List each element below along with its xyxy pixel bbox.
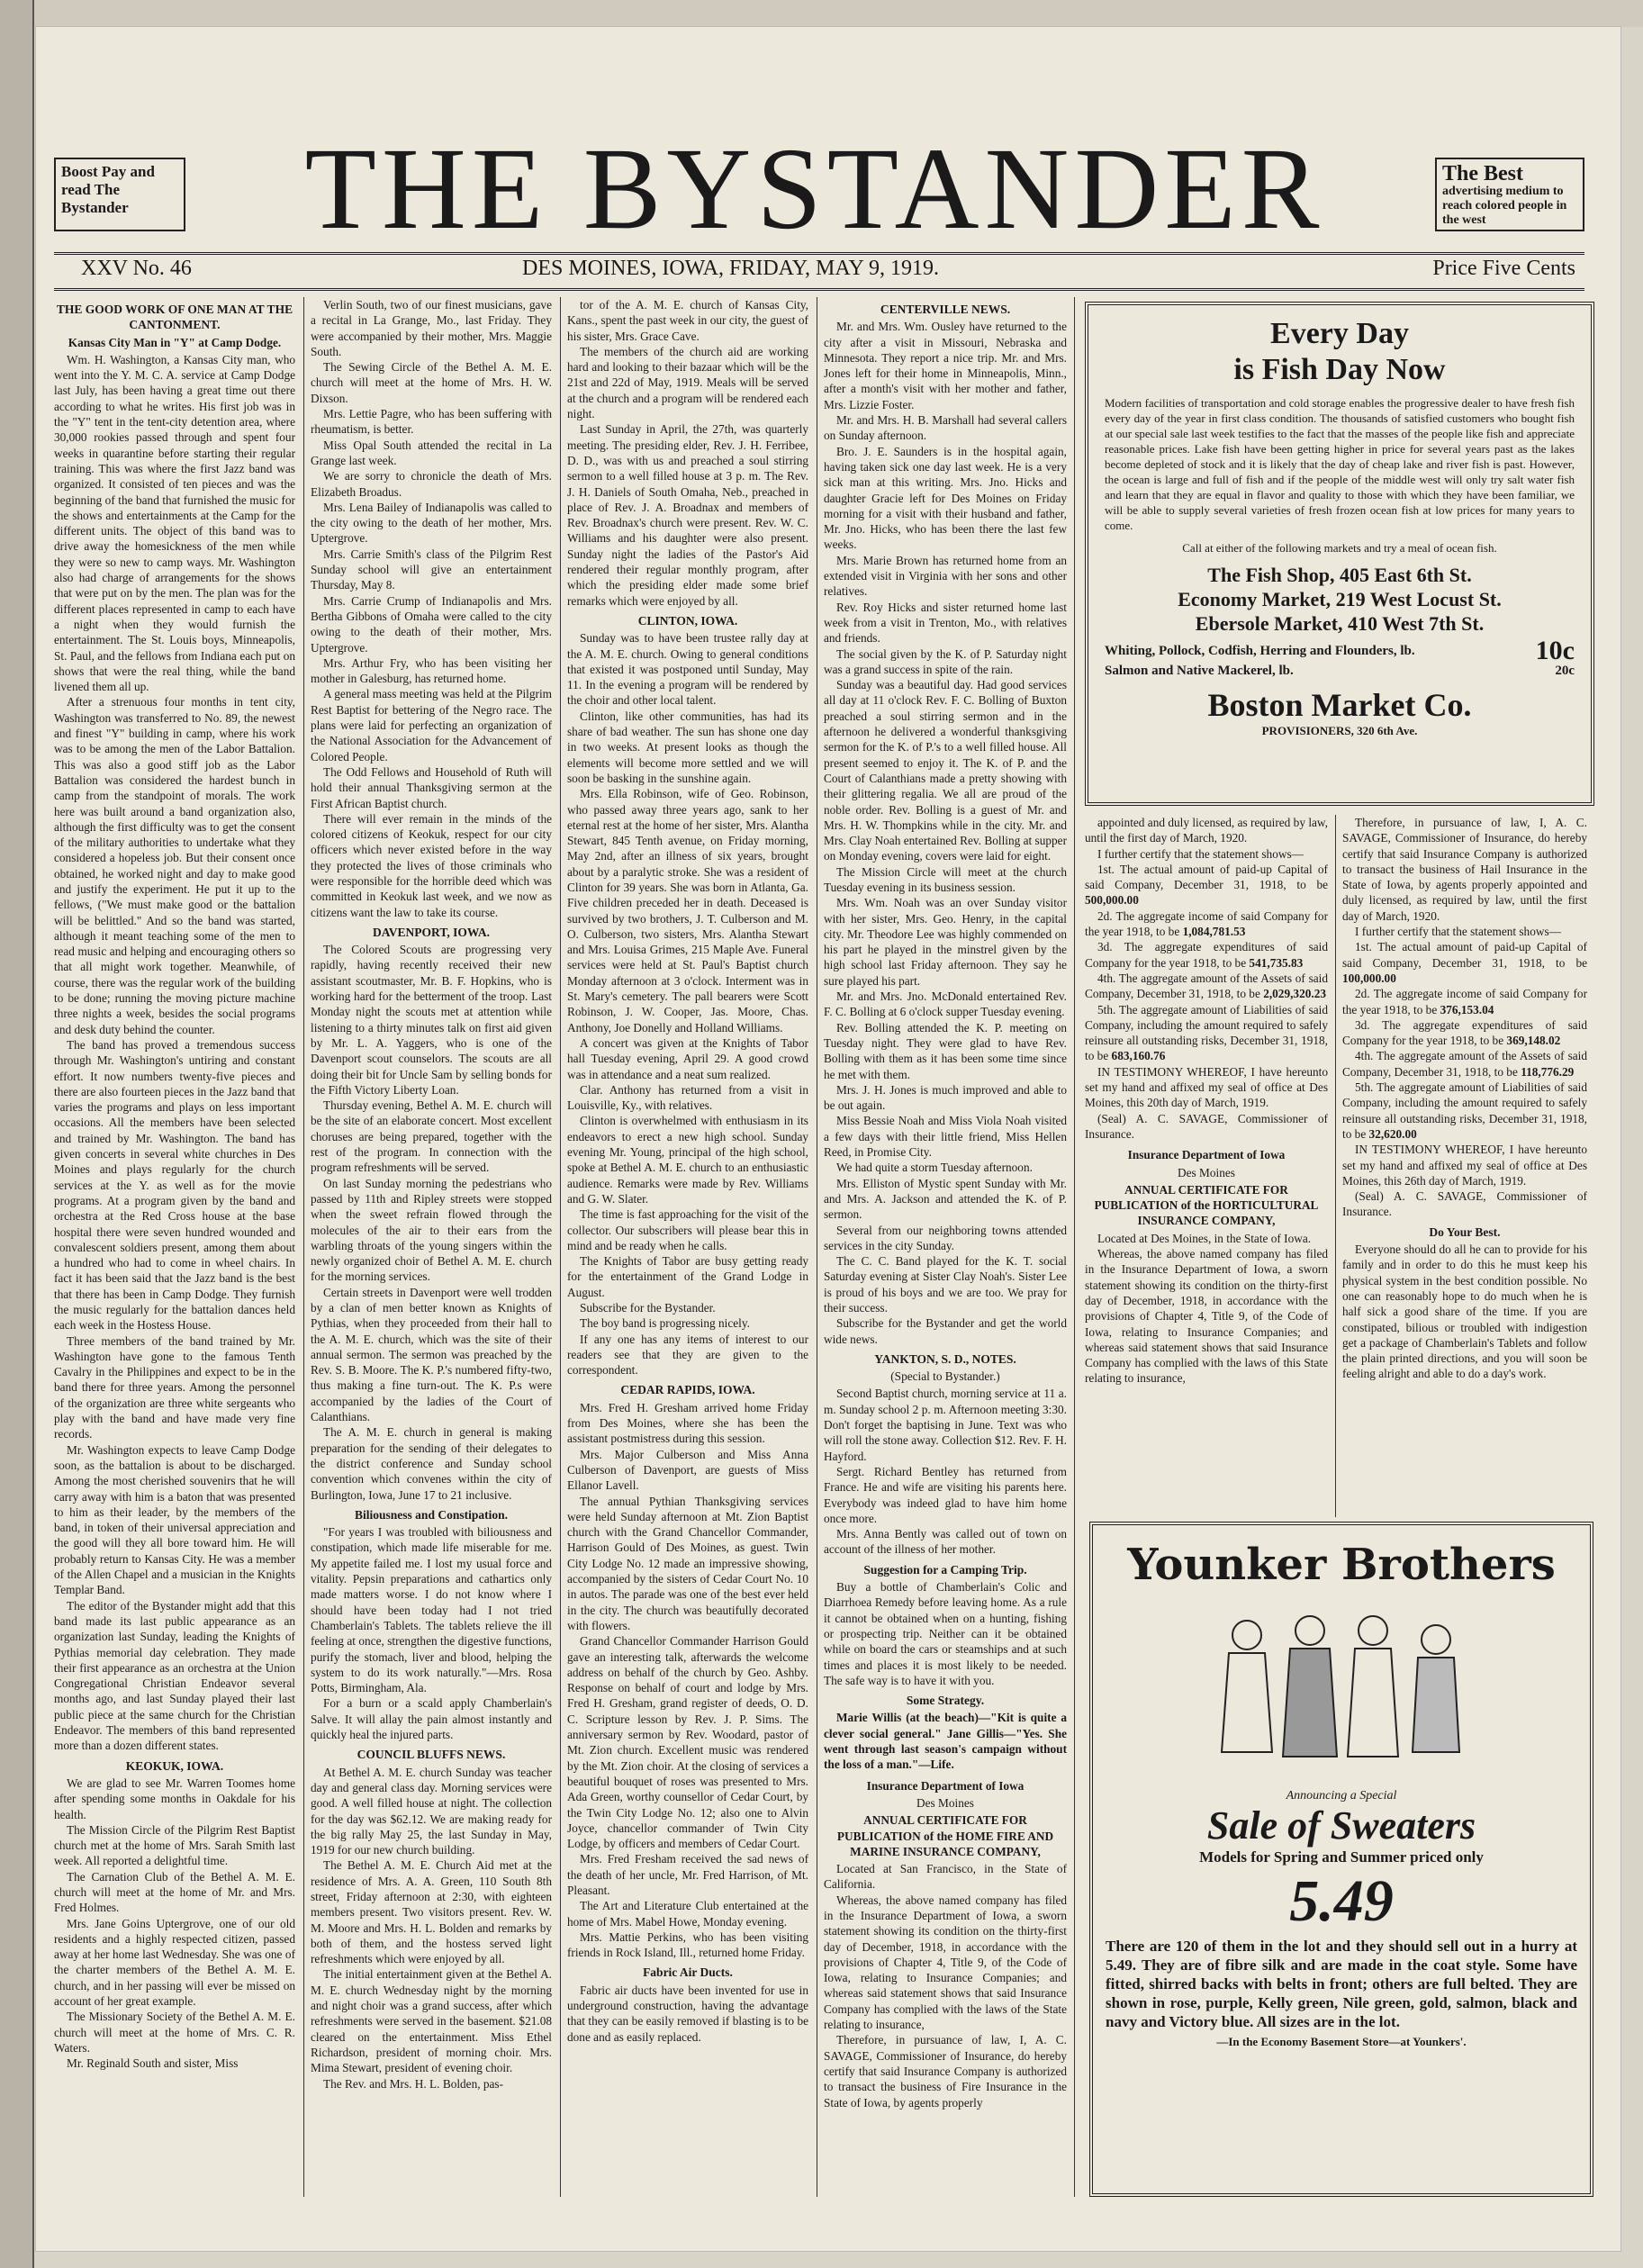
- paragraph: Bro. J. E. Saunders is in the hospital again, having taken sick one day last week. He is a very sick man at this writing. Mrs. Jno. Hicks and daughter Gracie left for Des Moines on Friday morning for a visit with their husband and father, Mr. Jno. Hicks, who has been there the last few weeks.: [824, 444, 1067, 552]
- brand-name: Younker Brothers: [1127, 1540, 1556, 1590]
- statement-line: [1085, 971, 1328, 1002]
- ad-headline: Every Day: [1270, 317, 1409, 350]
- paragraph: The Mission Circle of the Pilgrim Rest Baptist church met at the home of Mrs. Sarah Smith last week. All reported a delightful time.: [54, 1822, 295, 1868]
- statement-label: 4th. The aggregate amount of the Assets of said Company, December 31, 1918, to be: [1085, 971, 1328, 1001]
- statement-value: 369,148.02: [1506, 1034, 1561, 1048]
- paragraph: The Sewing Circle of the Bethel A. M. E. church will meet at the home of Mrs. H. W. Dixson.: [311, 360, 552, 405]
- statement-line: [1342, 1017, 1587, 1049]
- column-5: [1085, 815, 1328, 1387]
- paragraph: Buy a bottle of Chamberlain's Colic and Diarrhoea Remedy before leaving home. As a rule it cannot be obtained when on a hunting, fishing or prospecting trip. Neither can it be obtained while on board the cars or steamships and at such times and places it is most likely to be needed. The safe way is to have it with you.: [824, 1580, 1067, 1687]
- masthead: [54, 122, 1584, 257]
- paragraph: The Rev. and Mrs. H. L. Bolden, pas-: [323, 2076, 504, 2091]
- statement-line: [1342, 986, 1587, 1017]
- paragraph: Mrs. Arthur Fry, who has been visiting her mother in Galesburg, has returned home.: [311, 655, 552, 686]
- item-label: Whiting, Pollock, Codfish, Herring and Flounders, lb.: [1105, 644, 1415, 658]
- statement-line: [1342, 939, 1587, 986]
- statement-line: [1085, 1002, 1328, 1064]
- column-4: [824, 297, 1067, 2110]
- paragraph: Rev. Bolling attended the K. P. meeting on Tuesday night. They were glad to have Rev. Bolling with them as it has been some time since he met with them.: [824, 1020, 1067, 1081]
- models-line: Models for Spring and Summer priced only: [1199, 1848, 1484, 1866]
- item-price: 20c: [1555, 664, 1575, 678]
- headline: CEDAR RAPIDS, IOWA.: [620, 1383, 755, 1397]
- ad-call: Call at either of the following markets and try a meal of ocean fish.: [1182, 541, 1497, 555]
- column-rule: [1074, 297, 1075, 2197]
- statement-label: 5th. The aggregate amount of Liabilities of said Company, including the amount required to safely reinsure all outstanding risks, December 31, 1918, to be: [1342, 1080, 1587, 1141]
- headline: YANKTON, S. D., NOTES.: [874, 1351, 1016, 1366]
- headline: KEOKUK, IOWA.: [125, 1758, 224, 1773]
- paragraph: The boy band is progressing nicely.: [580, 1316, 750, 1331]
- paragraph: The Art and Literature Club entertained at the home of Mrs. Mabel Howe, Monday evening.: [567, 1899, 808, 1929]
- paragraph: Mrs. Carrie Smith's class of the Pilgrim Rest Sunday school will give an entertainment Thursday, May 8.: [311, 547, 552, 592]
- signature: (Seal) A. C. SAVAGE, Commissioner of Insurance.: [1085, 1111, 1328, 1141]
- paragraph: The Mission Circle will meet at the church Tuesday evening in its business session.: [824, 864, 1067, 894]
- ad-boston-market: [1085, 302, 1594, 806]
- paragraph: The Knights of Tabor are busy getting ready for the entertainment of the Grand Lodge in August.: [567, 1254, 808, 1299]
- right-ear-head: The Best: [1442, 162, 1523, 185]
- statement-label: 1st. The actual amount of paid-up Capital of said Company, December 31, 1918, to be: [1085, 862, 1328, 892]
- paragraph: The Odd Fellows and Household of Ruth will hold their annual Thanksgiving sermon at the First African Baptist church.: [311, 764, 552, 810]
- statement-value: 683,160.76: [1111, 1049, 1166, 1063]
- paragraph: The Bethel A. M. E. Church Aid met at the residence of Mrs. A. A. Green, 110 South 8th street, Friday afternoon at 2:30, with eighteen members present. Two visitors present. Rev. W. M. Moore and Mrs. H. L. Bolden and remarks by both of them, and the hostess served light refreshments which were enjoyed by all.: [311, 1858, 552, 1966]
- paragraph: Second Baptist church, morning service at 11 a. m. Sunday school 2 p. m. Afternoon meeting 3:30. Don't forget the baptising in June. Text was who will roll the stone away. Collection $12. Rev. F. H. Hayford.: [824, 1387, 1067, 1463]
- paragraph: For a burn or a scald apply Chamberlain's Salve. It will allay the pain almost instantly and quickly heal the injured parts.: [311, 1696, 552, 1742]
- paragraph: I further certify that the statement shows—: [1097, 846, 1304, 861]
- market-address: Economy Market, 219 West Locust St.: [1178, 588, 1502, 610]
- headline: Some Strategy.: [906, 1694, 985, 1708]
- statement-label: 3d. The aggregate expenditures of said Company for the year 1918, to be: [1342, 1017, 1587, 1048]
- paragraph: Marie Willis (at the beach)—"Kit is quite a clever social general." Jane Gillis—"Yes. She went through last season's campaign without the loss of a man."—Life.: [824, 1711, 1067, 1772]
- company-name: Boston Market Co.: [1207, 687, 1472, 723]
- paragraph: The annual Pythian Thanksgiving services were held Sunday afternoon at Mt. Zion Baptist church with the Grand Chancellor Commander, Harrison Gould of Des Moines, as guest. Twin City Lodge No. 12 made an impressive showing, accompanied by the sisters of Cedar Court No. 10 in autos. The parade was one of the best ever held in the city. The church was beautifully decorated with flowers.: [567, 1494, 808, 1632]
- headline: COUNCIL BLUFFS NEWS.: [357, 1748, 506, 1762]
- paragraph: On last Sunday morning the pedestrians who passed by 11th and Ripley streets were stopped when the sweet refrain flowed through the molecules of the air to their ears from the warbling throats of the young singers within the newly organized choir of Bethel A. M. E. church for the morning services.: [311, 1176, 552, 1284]
- statement-line: [1085, 908, 1328, 940]
- paragraph: We had quite a storm Tuesday afternoon.: [836, 1161, 1033, 1175]
- column-3: [567, 297, 808, 2045]
- paragraph: The C. C. Band played for the K. T. social Saturday evening at Sister Clay Noah's. Sister Lee is proud of his boys and we are too. We pray for their success.: [824, 1254, 1067, 1315]
- market-address: Ebersole Market, 410 West 7th St.: [1195, 612, 1485, 635]
- paragraph: Mrs. Major Culberson and Miss Anna Culberson of Davenport, are guests of Miss Ellanor Lavell.: [567, 1447, 808, 1493]
- headline: Do Your Best.: [1429, 1224, 1501, 1239]
- paragraph: The Carnation Club of the Bethel A. M. E. church will meet at the home of Mr. and Mrs. Fred Holmes.: [54, 1869, 295, 1915]
- paragraph: Subscribe for the Bystander.: [580, 1301, 716, 1315]
- paragraph: The social given by the K. of P. Saturday night was a grand success in spite of the rain.: [824, 646, 1067, 676]
- paragraph: Certain streets in Davenport were well trodden by a clan of men better known as Knights of Pythias, when they proceeded from their hall to the A. M. E. church, which was the site of their annual sermon. The sermon was preached by the Rev. S. B. Moore. The K. P.'s numbered fifty-two, thus making a fine turn-out. The K. P.s were accompanied by the ladies of the Court of Calanthians.: [311, 1285, 552, 1424]
- column-rule: [1335, 815, 1336, 1517]
- announcing-label: Announcing a Special: [1286, 1789, 1397, 1803]
- paragraph: Mrs. Fred H. Gresham arrived home Friday from Des Moines, where she has been the assistant postmistress during this session.: [567, 1400, 808, 1446]
- ad-younker-brothers: [1089, 1522, 1593, 2197]
- statement-value: 100,000.00: [1342, 971, 1396, 985]
- paragraph: A general mass meeting was held at the Pilgrim Rest Baptist for bettering of the Negro race. The plans were laid for perfecting an organization of the National Association for the Advancement of Colored People.: [311, 687, 552, 764]
- item-label: Salmon and Native Mackerel, lb.: [1105, 664, 1294, 678]
- headline: DAVENPORT, IOWA.: [373, 925, 490, 939]
- paragraph: Thursday evening, Bethel A. M. E. church will be the site of an elaborate concert. Most excellent choruses are being prepared, together with the rest of the program. In connection with the program refreshments will be served.: [311, 1098, 552, 1175]
- subheadline: (Special to Bystander.): [890, 1369, 1000, 1384]
- paragraph: Rev. Roy Hicks and sister returned home last week from a visit in Trenton, Mo., with relatives and friends.: [824, 600, 1067, 646]
- headline: CENTERVILLE NEWS.: [880, 303, 1011, 316]
- statement-line: [1342, 1048, 1587, 1080]
- headline: Biliousness and Constipation.: [355, 1507, 508, 1522]
- ad-headline: is Fish Day Now: [1233, 353, 1446, 386]
- column-rule: [560, 297, 561, 2197]
- paragraph: Mrs. Wm. Noah was an over Sunday visitor with her sister, Mrs. Geo. Henry, in the capital city. Mr. Theodore Lee was highly commended on his part he played in the minstrel given by the high school last Friday afternoon. They say he sure played his part.: [824, 896, 1067, 988]
- paragraph: Verlin South, two of our finest musicians, gave a recital in La Grange, Mo., last Friday. They were accompanied by their mother, Mrs. Maggie South.: [311, 298, 552, 358]
- statement-value: 118,776.29: [1521, 1064, 1575, 1079]
- statement-line: [1085, 862, 1328, 908]
- paragraph: Sunday was a beautiful day. Had good services all day at 11 o'clock Rev. F. C. Bolling of Buxton preached a soul stirring sermon and in the afternoon he delivered a wonderful thanksgiving sermon for the K. of P.'s to a well filled house. All present seemed to enjoy it. The K. of P. and the Court of Calanthians made a pretty showing with their glittering regalia. We all are proud of the noble order. Rev. Bolling is a guest of Mr. and Mrs. H. W. Thompkins while in the city. Mr. and Mrs. Clay Noah entertained Rev. Bolling at supper on Monday evening, covers were laid for eight.: [824, 678, 1067, 863]
- column-rule: [303, 297, 304, 2197]
- paragraph: Mr. and Mrs. Jno. McDonald entertained Rev. F. C. Bolling at 6 o'clock supper Tuesday evening.: [824, 989, 1067, 1019]
- paragraph: A concert was given at the Knights of Tabor hall Tuesday evening, April 29. A good crowd was in attendance and a neat sum realized.: [567, 1035, 808, 1081]
- paragraph: Three members of the band trained by Mr. Washington have gone to the famous Tenth Cavalry in the Philippines and expect to be in the band there for three years. Among the personnel of the organization are three white sergeants who play with the band and have made very fine records.: [54, 1333, 295, 1441]
- signature: (Seal) A. C. SAVAGE, Commissioner of Insurance.: [1342, 1189, 1587, 1219]
- paragraph: Last Sunday in April, the 27th, was quarterly meeting. The presiding elder, Rev. J. H. Ferribee, D. D., was with us and preached a soul stirring sermon to a well filled house at 3 p. m. The Rev. J. H. Daniels of South Omaha, Neb., preached in place of Rev. J. A. Broadnax and members of Rev. Broadnax's church were present. Rev. W. C. Williams and his daughter were also present. Sunday night the ladies of the Pastor's Aid rendered their regular monthly program, after which the presiding elder made some brief remarks which were enjoyed by all.: [567, 422, 808, 608]
- notice-header: Insurance Department of Iowa: [866, 1778, 1025, 1793]
- paragraph: The Missionary Society of the Bethel A. M. E. church will meet at the home of Mrs. C. R. Waters.: [54, 2010, 295, 2055]
- paragraph: Clar. Anthony has returned from a visit in Louisville, Ky., with relatives.: [567, 1082, 808, 1113]
- paragraph: If any one has any items of interest to our readers see that they are given to the correspondent.: [567, 1332, 808, 1378]
- paragraph: Therefore, in pursuance of law, I, A. C. SAVAGE, Commissioner of Insurance, do hereby certify that said Insurance Company is authorized to transact the business of Fire Insurance in the State of Iowa, by agents properly: [824, 2033, 1067, 2110]
- volume-number: XXV No. 46: [81, 257, 192, 280]
- paragraph: The Colored Scouts are progressing very rapidly, having recently received their new assistant scoutmaster, Mr. B. F. Hopkins, who is working hard for the betterment of the troop. Last Monday night the scouts met at attention while listening to a thirty minutes talk on first aid given by Mr. L. A. Yaggers, who is one of the Davenport scout counselors. The scouts are all doing their bit for Uncle Sam by selling bonds for the Fifth Victory Liberty Loan.: [311, 943, 552, 1097]
- company-address: PROVISIONERS, 320 6th Ave.: [1261, 724, 1418, 737]
- paragraph: Located at Des Moines, in the State of Iowa.: [1097, 1231, 1312, 1245]
- paragraph: Mrs. Ella Robinson, wife of Geo. Robinson, who passed away three years ago, sank to her eternal rest at the home of her sister, Mrs. Alantha Stewart, 845 Tenth avenue, on Friday morning, May 2nd, after an illness of six years, brought about by a paralytic stroke. She was a resident of Clinton for 39 years. She was born in Atlanta, Ga. Five children preceded her in death. Deceased is survived by two brothers, J. T. Culberson and M. O. Culberson, two sisters, Mrs. Alantha Stewart and Mrs. Louisa Grimes, 215 Maple Ave. Funeral services were held at St. Paul's Baptist church Monday afternoon at 3 o'clock. Interment was in St. Mary's cemetery. The pall bearers were Scott Robinson, J. W. Cooper, Jas. Moore, Chas. Anthony, Joe Donelly and Holland Williams.: [567, 787, 808, 1035]
- paragraph: Mr. Reginald South and sister, Miss: [67, 2056, 239, 2071]
- statement-value: 541,735.83: [1249, 955, 1304, 970]
- paragraph: tor of the A. M. E. church of Kansas City, Kans., spent the past week in our city, the guest of his sister, Mrs. Grace Cave.: [567, 298, 808, 343]
- paragraph: Mr. Washington expects to leave Camp Dodge soon, as the battalion is about to be discharged. Among the most cherished souvenirs that he will carry away with him is a baton that was presented to him as their leader, by the members of the band, in token of their universal appreciation and the good will they all bore toward him. He will probably return to Kansas City. He was a member of the Allen Chapel and a musician in the Knights Templar Band.: [54, 1442, 295, 1597]
- statement-label: 2d. The aggregate income of said Company for the year 1918, to be: [1085, 908, 1328, 939]
- paragraph: I further certify that the statement shows—: [1355, 925, 1561, 939]
- notice-subheader: Des Moines: [1178, 1165, 1235, 1179]
- statement-value: 32,620.00: [1368, 1126, 1417, 1141]
- headline: CLINTON, IOWA.: [637, 613, 738, 628]
- paragraph: Clinton, like other communities, has had its share of bad weather. The sun has shone one day in two weeks. At present looks as though the elements will become more settled and we will soon be basking in the sunshine again.: [567, 709, 808, 785]
- sale-description: There are 120 of them in the lot and they should sell out in a hurry at 5.49. They are of fibre silk and are made in the coat style. Some have fitted, shirred backs with belts in front; others are full belted. They are shown in rose, purple, Kelly green, Nile green, gold, salmon, black and navy and Victory blue. All sizes are in the lot.: [1106, 1938, 1577, 2030]
- statement-value: 376,153.04: [1440, 1002, 1494, 1017]
- statement-value: 2,029,320.23: [1263, 987, 1326, 1001]
- paragraph: Grand Chancellor Commander Harrison Gould gave an interesting talk, afterwards the welcome address on behalf of the church by Geo. Ashby. Response on behalf of court and lodge by Mrs. Fred H. Gresham, grand register of deeds, O. D. C. Scripture lesson by Rev. J. P. Sims. The anniversary sermon by Rev. Woodard, pastor of Mt. Zion church. Excellent music was rendered by the Mt. Zion choir. At the closing of services a beautiful bouquet of roses was presented to Mrs. Ada Green, worthy counsellor of Cedar Court, by the Twin City Lodge No. 12; also one to Alvin Joyce, chancellor commander of Twin City Lodge, by officers and members of Cedar Court.: [567, 1634, 808, 1851]
- dateline: [54, 257, 1584, 284]
- paragraph: Mrs. Carrie Crump of Indianapolis and Mrs. Bertha Gibbons of Omaha were called to the city owing to the death of their mother, Mrs. Uptergrove.: [311, 593, 552, 655]
- paragraph: Mrs. Fred Fresham received the sad news of the death of her uncle, Mr. Fred Harrison, of Mt. Pleasant.: [567, 1852, 808, 1897]
- paragraph: We are glad to see Mr. Warren Toomes home after spending some months in Oakdale for his health.: [54, 1776, 295, 1821]
- paragraph: Miss Bessie Noah and Miss Viola Noah visited a few days with their little friend, Miss Hellen Reed, in Promise City.: [824, 1114, 1067, 1160]
- paragraph: There will ever remain in the minds of the colored citizens of Keokuk, respect for our city officers which never existed before in the way they protected the lives of those criminals who were responsible for the horrible deed which was committed in Keokuk last week, and we now as citizens want the law to take its course.: [311, 811, 552, 919]
- paragraph: Whereas, the above named company has filed in the Insurance Department of Iowa, a sworn statement showing its condition on the thirty-first day of December, 1918, in accordance with the provisions of Chapter 4, Title 9, of the Code of Iowa, relating to Insurance Companies; and whereas said statement shows that said Insurance Company has complied with the laws of this State relating to insurance,: [1085, 1247, 1328, 1386]
- paragraph: Mrs. Lettie Pagre, who has been suffering with rheumatism, is better.: [311, 407, 552, 437]
- notice-title: ANNUAL CERTIFICATE FOR PUBLICATION of the HORTICULTURAL INSURANCE COMPANY,: [1094, 1182, 1319, 1228]
- paragraph: Clinton is overwhelmed with enthusiasm in its endeavors to erect a new high school. Sunday evening Mr. Young, principal of the high school, spoke at Bethel A. M. E. church to an enthusiastic audience. Remarks were made by Rev. Williams and G. W. Slater.: [567, 1114, 808, 1206]
- statement-label: 5th. The aggregate amount of Liabilities of said Company, including the amount required to safely reinsure all outstanding risks, December 31, 1918, to be: [1085, 1002, 1328, 1063]
- notice-title: ANNUAL CERTIFICATE FOR PUBLICATION of the HOME FIRE AND MARINE INSURANCE COMPANY,: [836, 1813, 1054, 1858]
- ad-body: Modern facilities of transportation and cold storage enables the progressive dealer to have fresh fish every day of the year in first class condition. The thousands of satisfied customers who bought fish at our special sale last week testifies to the fact that the masses of the people like fish and appreciate reasonable prices. Lake fish have been getting higher in price for several years past as the lakes become depleted of stock and it is likely that the day of cheap lake and river fish is past. However, the ocean is large and full of fish and if the people of the middle west will only try salt water fish and learn that they are equal in flavor and quality to those with which they have been familiar, we will be able to supply several varieties of fresh frozen ocean fish at low prices for many years to come.: [1105, 396, 1575, 532]
- statement-label: 2d. The aggregate income of said Company for the year 1918, to be: [1342, 987, 1587, 1017]
- right-ear-box: [1435, 158, 1584, 231]
- paragraph: The time is fast approaching for the visit of the collector. Our subscribers will please bear this in mind and be ready when he calls.: [567, 1207, 808, 1252]
- notice-header: Insurance Department of Iowa: [1127, 1148, 1286, 1162]
- paragraph: The editor of the Bystander might add that this band made its last public appearance as an organization last Sunday, leading the Knights of Pythias memorial day celebration. They made their first appearance as an orchestra at the Union Congregational Christian Endeavor several months ago, and last Sunday played their last public piece at the same church for the Christian Endeavor. The members of this band represented more than a dozen different states.: [54, 1598, 295, 1753]
- paragraph: After a strenuous four months in tent city, Washington was transferred to No. 89, the newest and finest "Y" building in camp, where his work was to be among the men of the Labor Battalion. This was also a good stiff job as the Labor Battalion was considered the hardest bunch in camp from the standpoint of morals. The work here was built around a band organization also, although the first difficulty was to get the consent of the military authorities to undertake what they considered a hopeless job. But their consent once obtained, he worked night and day to make good and justify the experiment. He put it up to the fellows, ("We must make good or the battalion will be belittled." And so the band was started, although it meant teaching some of the men to read music and helping and encouraging others so that all might work together. Meanwhile, of course, there was the regular work of the building to be done; running the moving picture machine three nights a week, besides the social programs and desk duty behind the counter.: [54, 695, 295, 1036]
- price-row: [1105, 636, 1575, 665]
- masthead-rule-top: [54, 252, 1584, 255]
- item-price: 10c: [1535, 636, 1575, 665]
- paragraph: We are sorry to chronicle the death of Mrs. Elizabeth Broadus.: [311, 469, 552, 499]
- paragraph: appointed and duly licensed, as required by law, until the first day of March, 1920.: [1085, 816, 1328, 845]
- scan-top-edge: [0, 0, 1643, 27]
- statement-label: 3d. The aggregate expenditures of said Company for the year 1918, to be: [1085, 940, 1328, 970]
- sale-title: Sale of Sweaters: [1206, 1803, 1476, 1848]
- paragraph: Mrs. Mattie Perkins, who has been visiting friends in Rock Island, Ill., returned home Friday.: [567, 1929, 808, 1960]
- paragraph: Mrs. J. H. Jones is much improved and able to be out again.: [824, 1082, 1067, 1113]
- paragraph: Miss Opal South attended the recital in La Grange last week.: [311, 438, 552, 467]
- paragraph: Everyone should do all he can to provide for his family and in order to do this he must keep his physical system in the best condition possible. No one can reasonably hope to do much when he is half sick a good share of the time. If you are constipated, bilious or troubled with indigestion get a package of Chamberlain's Tablets and follow the plain printed directions, and you will soon be feeling alright and able to do a day's work.: [1342, 1242, 1587, 1381]
- paragraph: Therefore, in pursuance of law, I, A. C. SAVAGE, Commissioner of Insurance, do hereby certify that said Insurance Company is authorized to transact the business of Hail Insurance in the State of Iowa, by agents properly appointed and duly licensed, as required by law, until the first day of March, 1920.: [1342, 816, 1587, 923]
- paragraph: At Bethel A. M. E. church Sunday was teacher day and general class day. Morning services were good. A well filled house at night. The collection for the day was $62.12. We are making ready for the big rally May 25, the last Sunday in May, 1919 for our new church building.: [311, 1765, 552, 1857]
- sweater-models-illustration: [1193, 1599, 1490, 1770]
- paragraph: Mr. and Mrs. Wm. Ousley have returned to the city after a visit in Missouri, Nebraska and Minnesota. They report a nice trip. Mr. and Mrs. Jones left for their home in Minneapolis, Minn., after a month's visit with her mother and father, Mrs. Lizzie Foster.: [824, 320, 1067, 411]
- scan-left-edge: [0, 0, 34, 2268]
- paragraph: Mrs. Lena Bailey of Indianapolis was called to the city owing to the death of her mother, Mrs. Uptergrove.: [311, 500, 552, 546]
- paragraph: Mr. and Mrs. H. B. Marshall had several callers on Sunday afternoon.: [824, 413, 1067, 443]
- column-2: [311, 297, 552, 2092]
- paragraph: Located at San Francisco, in the State of California.: [824, 1862, 1067, 1892]
- paragraph: Whereas, the above named company has filed in the Insurance Department of Iowa, a sworn statement showing its condition on the thirty-first day of December, 1918, in accordance with the provisions of Chapter 4, Title 9, of the Code of Iowa, relating to Insurance Companies; and whereas said statement shows that said Insurance Company has complied with the laws of the State relating to insurance,: [824, 1893, 1067, 2032]
- statement-line: [1342, 1080, 1587, 1142]
- paragraph: Mrs. Elliston of Mystic spent Sunday with Mr. and Mrs. A. Jackson and attended the K. of P. sermon.: [824, 1176, 1067, 1222]
- paragraph: Fabric air ducts have been invented for use in underground construction, having the advantage that they can be easily removed if blasting is to be done and as easily replaced.: [567, 1983, 808, 2044]
- price-row: [1105, 661, 1575, 681]
- paragraph: The members of the church aid are working hard and looking to their bazaar which will be the 21st and 22d of May, 1919. Meals will be served at the church and a program will be rendered each night.: [567, 344, 808, 421]
- left-ear-box: Boost Pay and read The Bystander: [54, 158, 185, 231]
- right-ear-body: advertising medium to reach colored people in the west: [1442, 185, 1567, 227]
- paragraph: Mrs. Anna Bently was called out of town on account of the illness of her mother.: [824, 1527, 1067, 1557]
- headline: Fabric Air Ducts.: [643, 1965, 733, 1980]
- statement-line: [1085, 939, 1328, 971]
- paragraph: The band has proved a tremendous success through Mr. Washington's untiring and constant effort. It now numbers twenty-five pieces and there are also fourteen pieces in the Jazz band that varies the programs and plays on less important occasions. All the members have been selected and trained by Mr. Washington. The band has given concerts in several white churches in Des Moines and plays regularly for the church services at the Y. as well as for the movie programs. At a program given by the band and orchestra at the Red Cross house at the base hospital there were seven hundred wounded and convalescent soldiers present, among them about a hundred who had to come in wheel chairs. In fact it has been said that the Jazz band is the best that there has been in Camp Dodge. They furnish the music regularly for the battalion dances held each week in the Hostess House.: [54, 1037, 295, 1333]
- paragraph: Mrs. Jane Goins Uptergrove, one of our old residents and a highly respected citizen, passed away at her home last Wednesday. She was one of the charter members of the Bethel A. M. E. church, and in her passing will ever be missed on account of her great example.: [54, 1916, 295, 2009]
- column-1: [54, 297, 295, 2072]
- paragraph: Wm. H. Washington, a Kansas City man, who went into the Y. M. C. A. service at Camp Dodge last July, has been having a great time out there according to what he writes. His first job was in the "Y" tent in the tent-city detention area, where 30,000 rookies passed through and spent four weeks in quarantine before starting their regular training. This was where the first Jazz band was organized. It consisted of ten pieces and was the beginning of the band that furnished the music for the shows and entertainments at the Camp for the different units. The object of this band was to drive away the homesickness of the men while they were so new to camp ways. Mr. Washington also had charge of arrangements for the shows that were put on by the men. The plan was for the different places represented in camp to each have a night when they would furnish the entertainment. The St. Louis boys, Minneapolis, St. Paul, and the fellows from Indiana each put on shows that were the real thing, while the band livened them all up.: [54, 352, 295, 694]
- place-date: DES MOINES, IOWA, FRIDAY, MAY 9, 1919.: [522, 257, 939, 280]
- subheadline: Kansas City Man in "Y" at Camp Dodge.: [68, 335, 282, 349]
- paragraph: The initial entertainment given at the Bethel A. M. E. church Wednesday night by the morning and night choir was a grand success, after which refreshments were served in the basement. $21.08 cleared on the entertainment. Miss Ethel Richardson, president of morning choir. Mrs. Mima Stewart, president of evening choir.: [311, 1967, 552, 2075]
- store-location: —In the Economy Basement Store—at Younkers'.: [1216, 2035, 1467, 2048]
- market-address: The Fish Shop, 405 East 6th St.: [1207, 564, 1472, 586]
- paragraph: Several from our neighboring towns attended services in the city Sunday.: [824, 1223, 1067, 1252]
- statement-label: 4th. The aggregate amount of the Assets of said Company, December 31, 1918, to be: [1342, 1049, 1587, 1079]
- statement-label: 1st. The actual amount of paid-up Capital of said Company, December 31, 1918, to be: [1342, 940, 1587, 970]
- headline: THE GOOD WORK OF ONE MAN AT THE CANTONMENT.: [56, 303, 293, 332]
- sale-price: 5.49: [1289, 1868, 1394, 1934]
- paragraph: IN TESTIMONY WHEREOF, I have hereunto set my hand and affixed my seal of office at Des Moines, this 20th day of March, 1919.: [1085, 1064, 1328, 1110]
- headline: Suggestion for a Camping Trip.: [863, 1562, 1027, 1577]
- newspaper-title: THE BYSTANDER: [304, 124, 1325, 254]
- paragraph: Mrs. Marie Brown has returned home from an extended visit in Virginia with her sons and other relatives.: [824, 553, 1067, 599]
- column-6: [1342, 815, 1587, 1382]
- masthead-rule-bottom: [54, 288, 1584, 291]
- newspaper-page: [36, 27, 1620, 2251]
- paragraph: "For years I was troubled with biliousness and constipation, which made life miserable for me. My appetite failed me. I lost my usual force and vitality. Pepsin preparations and cathartics only made matters worse. I do not know where I should have been today had I not tried Chamberlain's Tablets. The tablets relieve the ill feeling at once, strengthen the digestive functions, purify the stomach, liver and blood, helping the system to do its work naturally."—Mrs. Rosa Potts, Birmingham, Ala.: [311, 1525, 552, 1695]
- paragraph: IN TESTIMONY WHEREOF, I have hereunto set my hand and affixed my seal of office at Des Moines, this 26th day of March, 1919.: [1342, 1143, 1587, 1188]
- paragraph: Subscribe for the Bystander and get the world wide news.: [824, 1316, 1067, 1346]
- statement-value: 500,000.00: [1085, 893, 1139, 908]
- notice-subheader: Des Moines: [916, 1795, 974, 1810]
- paragraph: The A. M. E. church in general is making preparation for the sending of their delegates to the district conference and Sunday school convention which convenes within the city of Burlington, Iowa, June 17 to 21 inclusive.: [311, 1425, 552, 1502]
- price: Price Five Cents: [1432, 257, 1575, 280]
- statement-value: 1,084,781.53: [1182, 925, 1246, 939]
- paragraph: Sergt. Richard Bentley has returned from France. He and wife are visiting his parents here. Everybody was indeed glad to have him home once more.: [824, 1464, 1067, 1525]
- paragraph: Sunday was to have been trustee rally day at the A. M. E. church. Owing to general conditions that existed it was postponed until Sunday, May 11. In the evening a program will be rendered by the choir and other local talent.: [567, 631, 808, 708]
